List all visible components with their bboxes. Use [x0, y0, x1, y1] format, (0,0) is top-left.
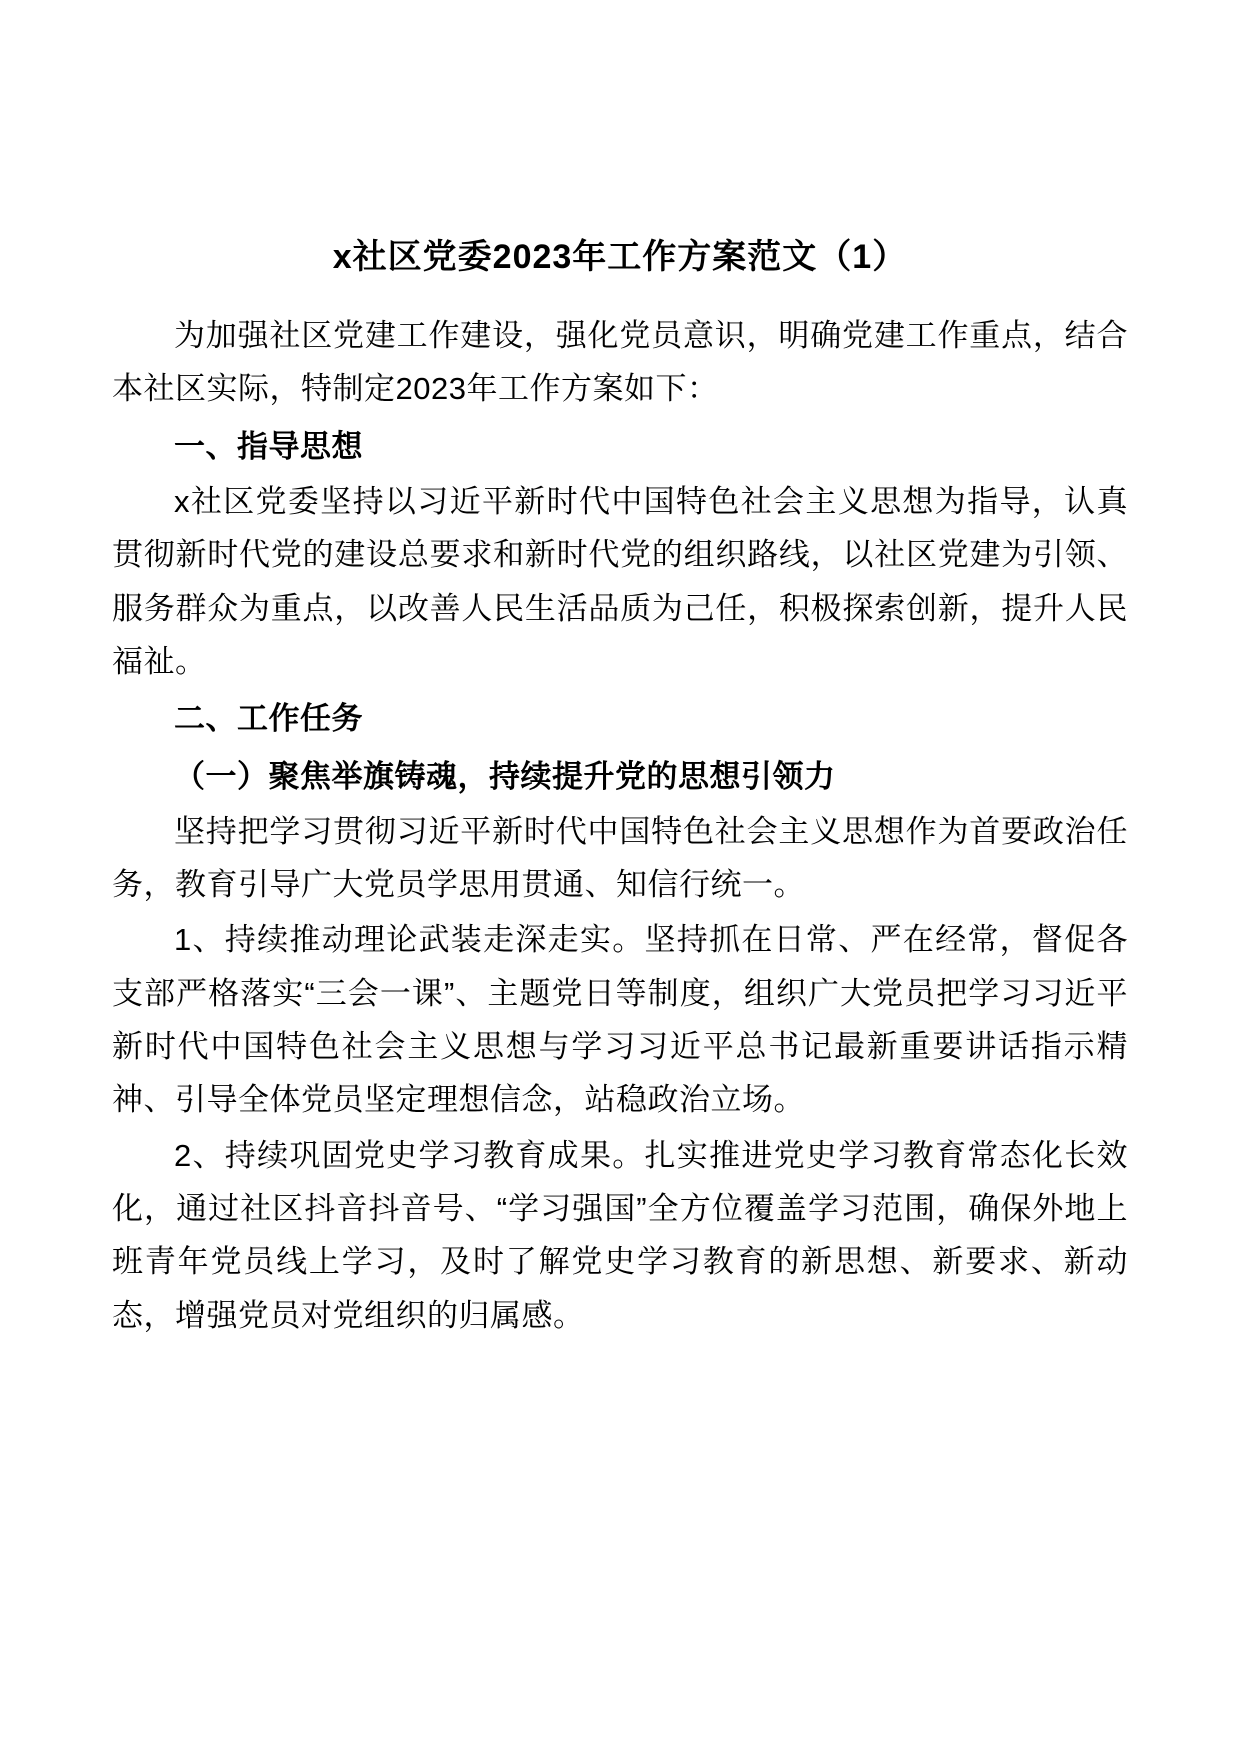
item-2-body: 扎实推进党史学习教育常态化长效化，通过社区抖音抖音号、“学习强国”全方位覆盖学习范围，确保外地上班青年党员线上学习，及时了解党史学习教育的新思想、新要求、新动态，增强党员对党组织的归属感。 [112, 1137, 1128, 1333]
item-1-lead: 1、持续推动理论武装走深走实。 [174, 922, 645, 958]
page-title: x社区党委2023年工作方案范文（1） [332, 238, 908, 276]
paragraph-intro: 为加强社区党建工作建设，强化党员意识，明确党建工作重点，结合本社区实际，特制定2023年工作方案如下： [112, 318, 1128, 407]
paragraph-item-1 [112, 913, 1128, 1126]
heading-section-one: （一）聚焦举旗铸魂，持续提升党的思想引领力 [174, 758, 836, 794]
heading-work-tasks: 二、工作任务 [174, 701, 363, 737]
item-2-lead: 2、持续巩固党史学习教育成果。 [174, 1137, 645, 1173]
heading-guiding-thought: 一、指导思想 [174, 428, 363, 464]
paragraph-section-one: 坚持把学习贯彻习近平新时代中国特色社会主义思想作为首要政治任务，教育引导广大党员学思用贯通、知信行统一。 [112, 813, 1128, 903]
item-1-body: 坚持抓在日常、严在经常，督促各支部严格落实“三会一课”、主题党日等制度，组织广大党员把学习习近平新时代中国特色社会主义思想与学习习近平总书记最新重要讲话指示精神、引导全体党员坚定理想信念，站稳政治立场。 [112, 922, 1128, 1118]
paragraph-guiding-thought: x社区党委坚持以习近平新时代中国特色社会主义思想为指导，认真贯彻新时代党的建设总要求和新时代党的组织路线，以社区党建为引领、服务群众为重点，以改善人民生活品质为己任，积极探索创新，提升人民福祉。 [112, 483, 1128, 679]
paragraph-item-2 [112, 1129, 1128, 1342]
